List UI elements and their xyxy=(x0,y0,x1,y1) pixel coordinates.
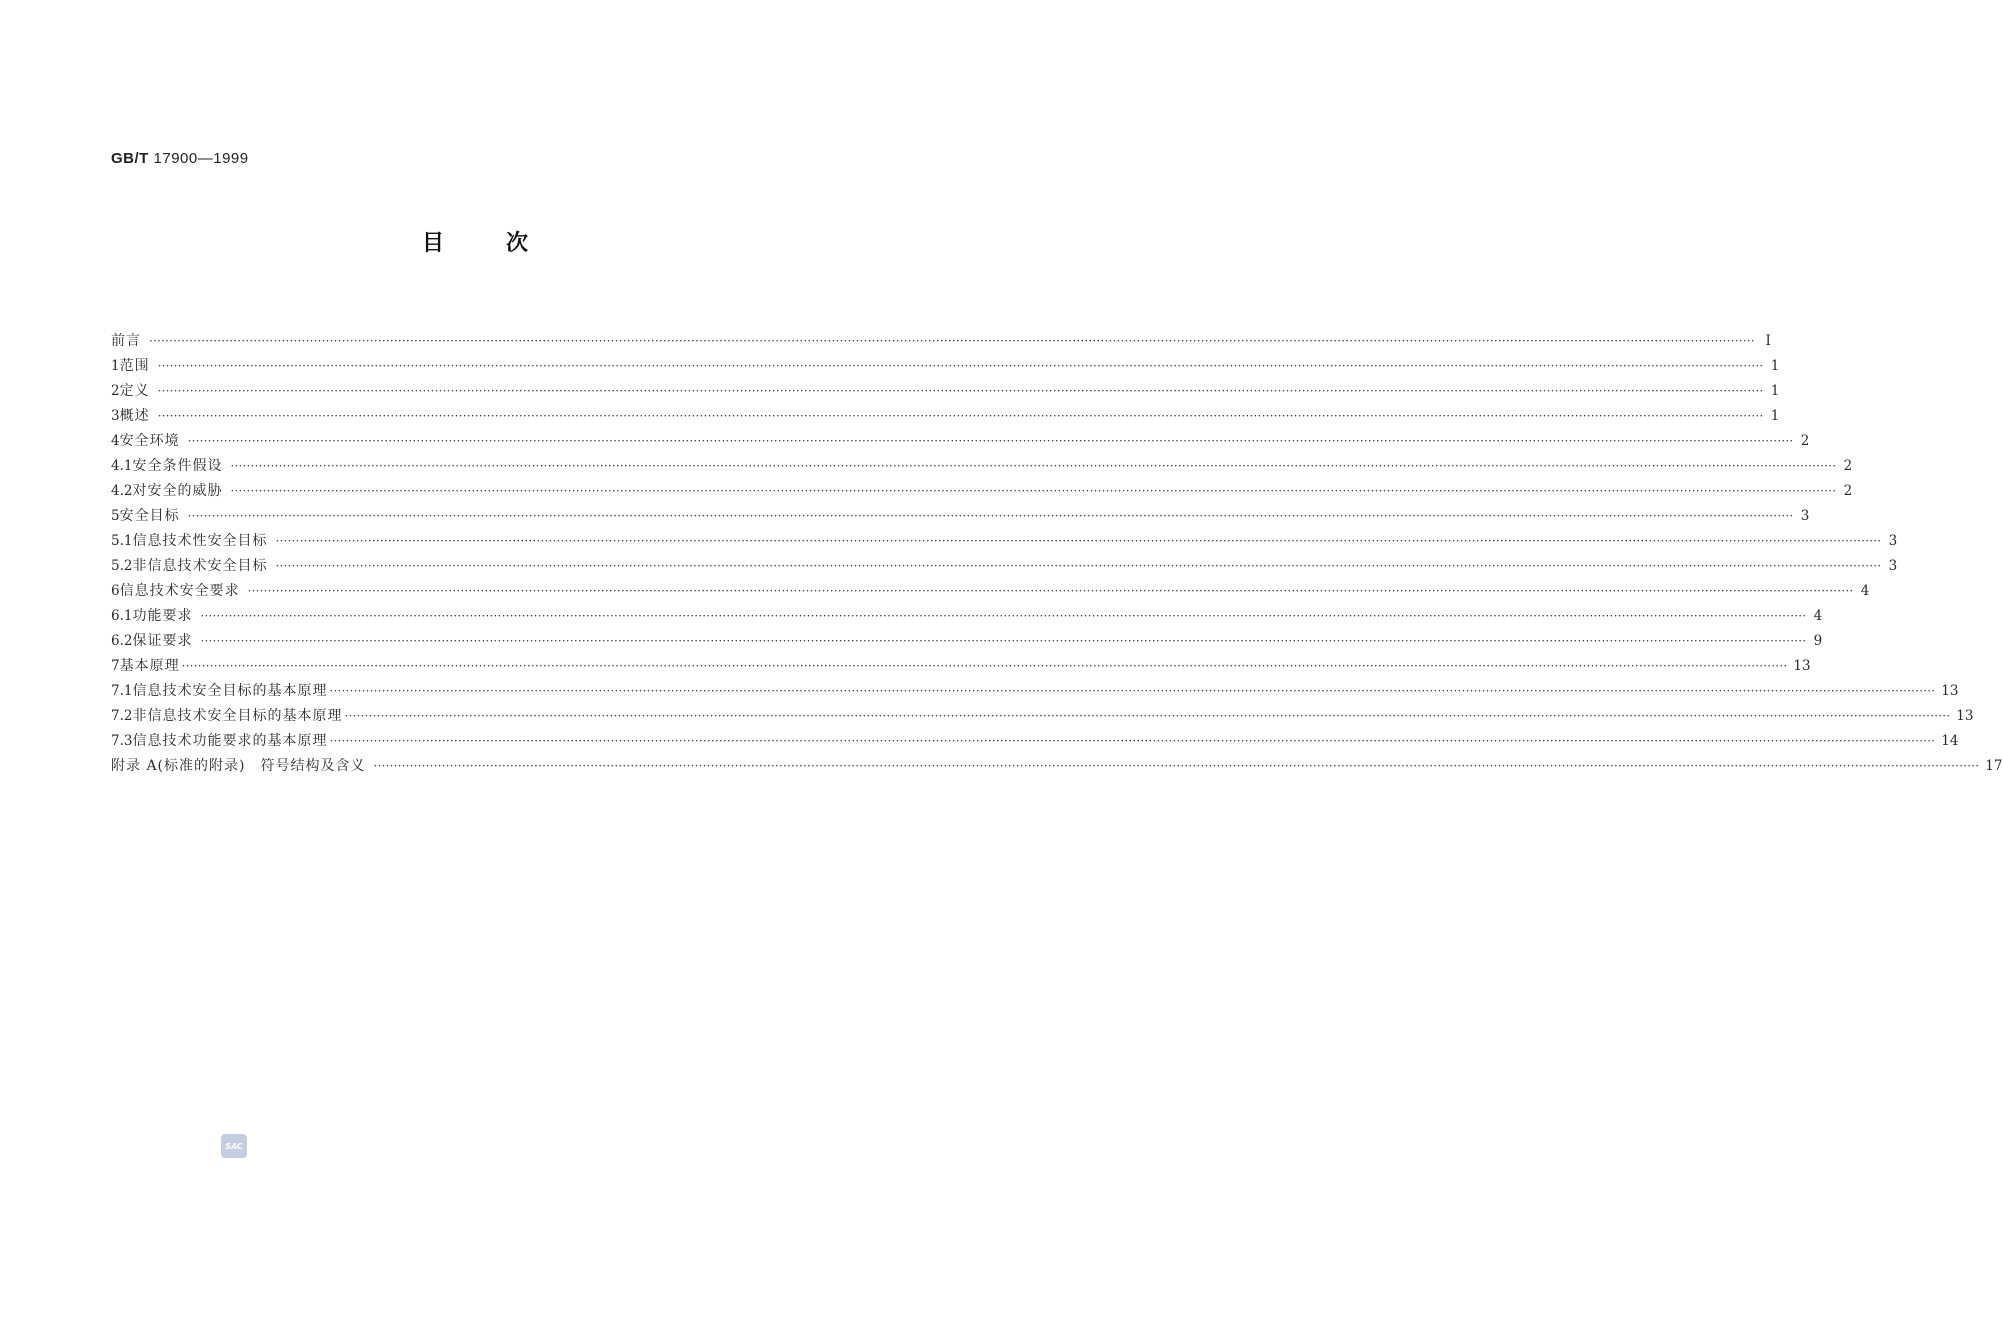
toc-entry-page: 13 xyxy=(1793,658,1811,674)
toc-entry[interactable] xyxy=(111,404,1780,429)
toc-entry-page: 1 xyxy=(1770,408,1780,424)
toc-leader-dots: ················································································································································································································································································································································································································ xyxy=(149,334,1755,348)
toc-entry-title: 信息技术安全要求 xyxy=(119,583,240,599)
toc-entry-title: 信息技术性安全目标 xyxy=(132,533,268,549)
toc-entry-number: 6.2 xyxy=(111,633,133,649)
toc-entry-page: 1 xyxy=(1770,358,1780,374)
toc-leader-dots: ················································································································································································································································································································································································································ xyxy=(373,759,1980,773)
toc-entry[interactable] xyxy=(111,654,1811,679)
toc-entry-title: 安全目标 xyxy=(119,508,180,524)
toc-entry[interactable] xyxy=(111,629,1823,654)
toc-entry[interactable] xyxy=(111,504,1810,529)
toc-entry-title: 定义 xyxy=(119,383,150,399)
toc-leader-dots: ················································································································································································································································································································································································································ xyxy=(200,609,1807,623)
toc-leader-dots: ················································································································································································································································································································································································································ xyxy=(157,409,1764,423)
toc-entry-title: 前言 xyxy=(111,333,141,349)
toc-entry-page: 1 xyxy=(1770,383,1780,399)
toc-entry[interactable] xyxy=(111,479,1853,504)
toc-entry-page: 3 xyxy=(1888,533,1898,549)
toc-leader-dots: ················································································································································································································································································································································································································ xyxy=(200,634,1807,648)
toc-entry[interactable] xyxy=(111,729,1959,754)
toc-entry[interactable] xyxy=(111,704,1974,729)
toc-entry-title: 安全条件假设 xyxy=(132,458,223,474)
toc-entry-number: 5.2 xyxy=(111,558,133,574)
toc-entry-number: 6 xyxy=(111,583,120,599)
toc-entry-title: 安全环境 xyxy=(119,433,180,449)
toc-entry-title: 信息技术功能要求的基本原理 xyxy=(132,733,328,749)
toc-entry-page: 4 xyxy=(1813,608,1823,624)
toc-entry-number: 5.1 xyxy=(111,533,133,549)
toc-entry-page: 17 xyxy=(1985,758,2002,774)
toc-entry-number: 4 xyxy=(111,433,120,449)
page-title xyxy=(0,226,950,257)
toc-leader-dots: ················································································································································································································································································································································································································ xyxy=(329,734,1936,748)
toc-leader-dots: ················································································································································································································································································································································································································ xyxy=(344,709,1951,723)
toc-entry-page: 14 xyxy=(1941,733,1959,749)
toc-entry-title: 范围 xyxy=(119,358,150,374)
toc-entry-page: 2 xyxy=(1843,483,1853,499)
toc-entry-title: 对安全的威胁 xyxy=(132,483,223,499)
toc-entry[interactable] xyxy=(111,679,1959,704)
toc-leader-dots: ················································································································································································································································································································································································································ xyxy=(157,359,1764,373)
toc-entry-page: 9 xyxy=(1813,633,1823,649)
toc-entry-page: 3 xyxy=(1800,508,1810,524)
toc-entry-number: 7.1 xyxy=(111,683,133,699)
standard-prefix: GB/T xyxy=(111,150,149,167)
table-of-contents xyxy=(111,329,2002,779)
toc-leader-dots: ················································································································································································································································································································································································································ xyxy=(329,684,1936,698)
toc-entry-number: 7 xyxy=(111,658,120,674)
toc-entry-page: 3 xyxy=(1888,558,1898,574)
standard-code xyxy=(111,150,249,167)
toc-leader-dots: ················································································································································································································································································································································································································ xyxy=(275,534,1882,548)
toc-entry-title: 非信息技术安全目标 xyxy=(132,558,268,574)
toc-entry-title: 附录 A(标准的附录) 符号结构及含义 xyxy=(111,758,366,774)
toc-leader-dots: ················································································································································································································································································································································································································ xyxy=(181,659,1788,673)
toc-entry-title: 非信息技术安全目标的基本原理 xyxy=(132,708,343,724)
toc-entry-number: 1 xyxy=(111,358,120,374)
toc-leader-dots: ················································································································································································································································································································································································································ xyxy=(187,434,1794,448)
standard-number: 17900—1999 xyxy=(153,150,249,167)
toc-entry[interactable] xyxy=(111,329,1771,354)
toc-leader-dots: ················································································································································································································································································································································································································ xyxy=(230,484,1837,498)
toc-entry-number: 5 xyxy=(111,508,120,524)
toc-entry-title: 信息技术安全目标的基本原理 xyxy=(132,683,328,699)
toc-leader-dots: ················································································································································································································································································································································································································ xyxy=(157,384,1764,398)
toc-entry-title: 功能要求 xyxy=(132,608,193,624)
toc-leader-dots: ················································································································································································································································································································································································································ xyxy=(275,559,1882,573)
toc-entry-page: 13 xyxy=(1941,683,1959,699)
toc-entry[interactable] xyxy=(111,604,1823,629)
toc-entry[interactable] xyxy=(111,529,1898,554)
toc-entry[interactable] xyxy=(111,354,1780,379)
toc-entry-number: 7.3 xyxy=(111,733,133,749)
toc-entry[interactable] xyxy=(111,554,1898,579)
toc-entry[interactable] xyxy=(111,579,1870,604)
toc-entry-page: 2 xyxy=(1800,433,1810,449)
sac-logo-icon xyxy=(221,1134,247,1158)
toc-entry-title: 保证要求 xyxy=(132,633,193,649)
title-char-2: 次 xyxy=(506,231,529,256)
toc-entry-page: 13 xyxy=(1956,708,1974,724)
toc-entry[interactable] xyxy=(111,429,1810,454)
toc-entry[interactable] xyxy=(111,454,1853,479)
toc-entry-page: Ⅰ xyxy=(1765,333,1771,349)
toc-entry-page: 4 xyxy=(1860,583,1870,599)
toc-entry-title: 概述 xyxy=(119,408,150,424)
svg-text:SAC: SAC xyxy=(225,1142,243,1151)
toc-entry-title: 基本原理 xyxy=(119,658,180,674)
title-char-1: 目 xyxy=(421,231,444,256)
toc-entry-number: 4.1 xyxy=(111,458,133,474)
toc-entry-page: 2 xyxy=(1843,458,1853,474)
toc-entry-number: 4.2 xyxy=(111,483,133,499)
toc-entry[interactable] xyxy=(111,754,2002,779)
toc-entry-number: 3 xyxy=(111,408,120,424)
toc-entry-number: 2 xyxy=(111,383,120,399)
toc-entry-number: 7.2 xyxy=(111,708,133,724)
toc-leader-dots: ················································································································································································································································································································································································································ xyxy=(230,459,1837,473)
toc-leader-dots: ················································································································································································································································································································································································································ xyxy=(247,584,1854,598)
toc-leader-dots: ················································································································································································································································································································································································································ xyxy=(187,509,1794,523)
toc-entry-number: 6.1 xyxy=(111,608,133,624)
toc-entry[interactable] xyxy=(111,379,1780,404)
